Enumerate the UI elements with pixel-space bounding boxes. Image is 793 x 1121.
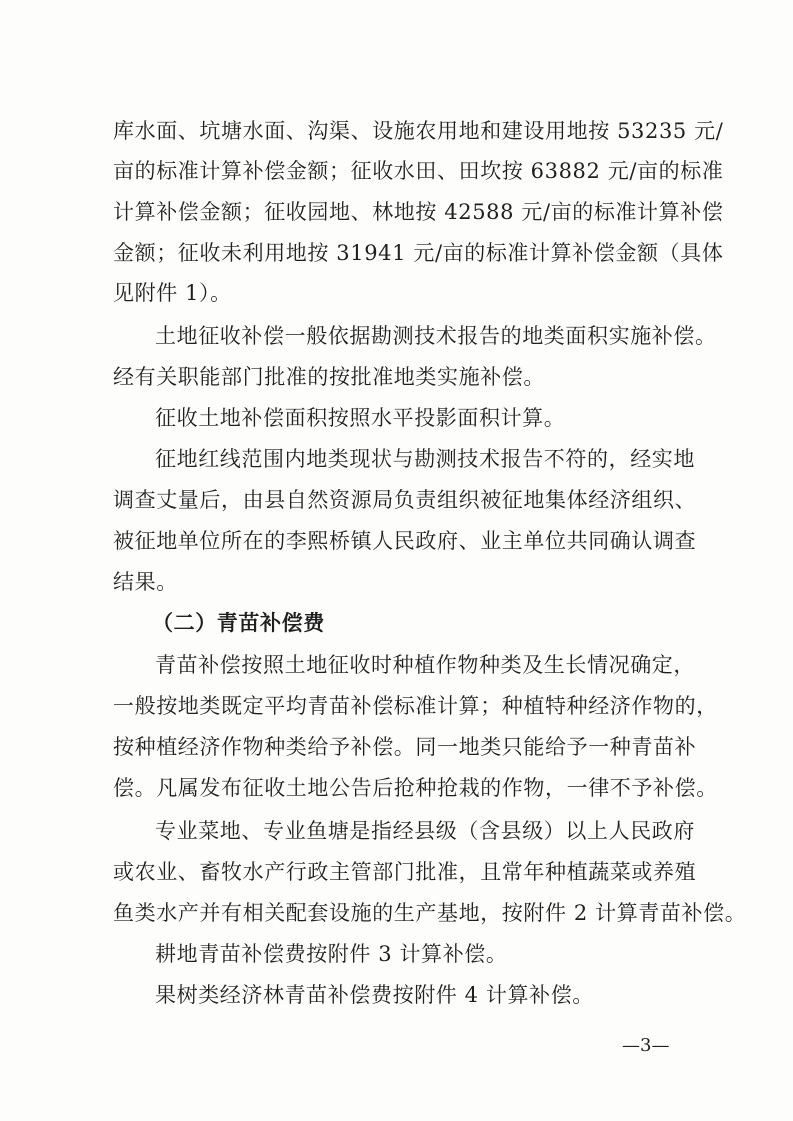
body-text-line: 按种植经济作物种类给予补偿。同一地类只能给予一种青苗补 (113, 735, 697, 759)
body-text-line: 调查丈量后，由县自然资源局负责组织被征地集体经济组织、 (113, 488, 697, 512)
body-text-line: 计算补偿金额；征收园地、林地按 42588 元/亩的标准计算补偿 (113, 200, 724, 224)
page-number: —3— (622, 1035, 670, 1056)
paragraph-first-line: 专业菜地、专业鱼塘是指经县级（含县级）以上人民政府 (155, 819, 695, 843)
body-text-line: 被征地单位所在的李熙桥镇人民政府、业主单位共同确认调查 (113, 529, 697, 553)
body-text-line: 经有关职能部门批准的按批准地类实施补偿。 (113, 365, 545, 389)
paragraph-first-line: 果树类经济林青苗补偿费按附件 4 计算补偿。 (155, 983, 594, 1007)
paragraph-first-line: 征地红线范围内地类现状与勘测技术报告不符的，经实地 (155, 447, 695, 471)
body-text-line: 偿。凡属发布征收土地公告后抢种抢栽的作物，一律不予补偿。 (113, 776, 718, 800)
body-text-line: 亩的标准计算补偿金额；征收水田、田坎按 63882 元/亩的标准 (113, 159, 724, 183)
body-text-line: 见附件 1）。 (113, 281, 232, 305)
body-text-line: 一般按地类既定平均青苗补偿标准计算；种植特种经济作物的， (113, 694, 718, 718)
paragraph-first-line: 青苗补偿按照土地征收时种植作物种类及生长情况确定， (155, 653, 695, 677)
paragraph-first-line: 征收土地补偿面积按照水平投影面积计算。 (155, 406, 566, 430)
body-text-line: 结果。 (113, 570, 178, 594)
body-text-line: 或农业、畜牧水产行政主管部门批准，且常年种植蔬菜或养殖 (113, 860, 697, 884)
body-text-line: 鱼类水产并有相关配套设施的生产基地，按附件 2 计算青苗补偿。 (113, 901, 747, 925)
body-text-line: 金额；征收未利用地按 31941 元/亩的标准计算补偿金额（具体 (113, 241, 724, 265)
section-heading: （二）青苗补偿费 (152, 611, 325, 635)
paragraph-first-line: 土地征收补偿一般依据勘测技术报告的地类面积实施补偿。 (155, 324, 717, 348)
paragraph-first-line: 耕地青苗补偿费按附件 3 计算补偿。 (155, 942, 508, 966)
body-text-line: 库水面、坑塘水面、沟渠、设施农用地和建设用地按 53235 元/ (113, 119, 724, 143)
